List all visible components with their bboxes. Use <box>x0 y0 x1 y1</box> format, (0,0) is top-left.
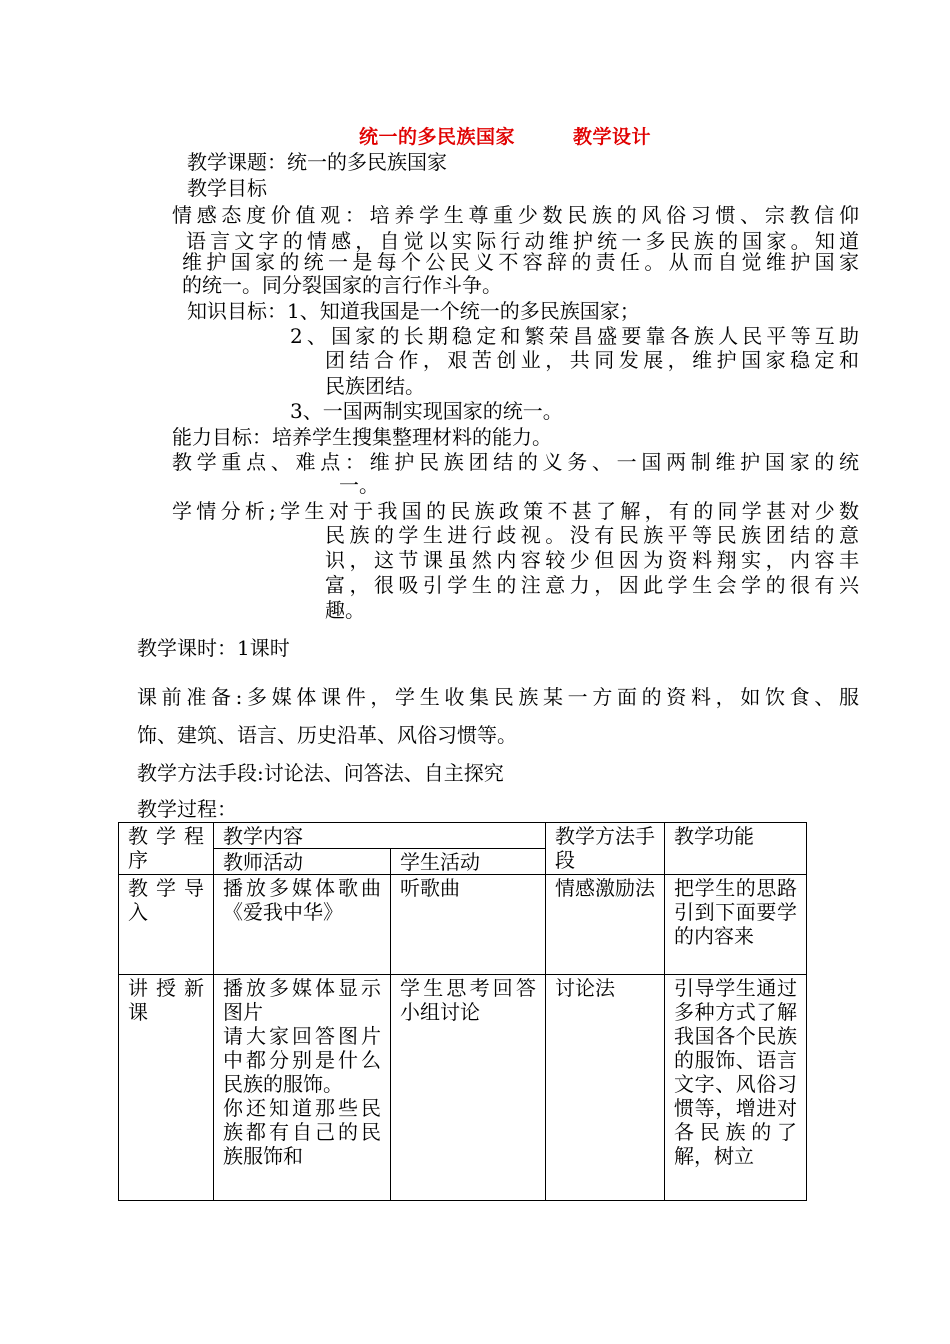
emotion-goal-line-4: 的统一。同分裂国家的言行作斗争。 <box>182 273 502 297</box>
title-main: 统一的多民族国家 <box>359 126 516 148</box>
header-teacher: 教师活动 <box>214 849 391 875</box>
knowledge-goal-line-5: 3、一国两制实现国家的统一。 <box>290 399 563 423</box>
cell-teacher: 播放多媒体显示图片 请大家回答图片中都分别是什么民族的服饰。 你还知道那些民族都有自己的民族服饰和 <box>214 975 391 1201</box>
preparation-line-2: 饰、建筑、语言、历史沿革、风俗习惯等。 <box>137 723 517 747</box>
cell-method: 讨论法 <box>546 975 665 1201</box>
analysis-line-5: 趣。 <box>325 598 365 622</box>
analysis-line-3: 识，这节课虽然内容较少但因为资料翔实，内容丰 <box>325 548 859 572</box>
knowledge-goal-line-4: 民族团结。 <box>325 374 425 398</box>
knowledge-goal-line-1: 知识目标：1、知道我国是一个统一的多民族国家； <box>187 299 640 323</box>
preparation-line-1: 课前准备:多媒体课件，学生收集民族某一方面的资料，如饮食、服 <box>137 685 859 709</box>
cell-student: 听歌曲 <box>391 875 546 975</box>
analysis-line-1: 学情分析;学生对于我国的民族政策不甚了解，有的同学甚对少数 <box>172 499 859 523</box>
goals-heading: 教学目标 <box>187 176 267 200</box>
header-function: 教学功能 <box>665 823 807 875</box>
cell-student: 学生思考回答小组讨论 <box>391 975 546 1201</box>
cell-function: 把学生的思路引到下面要学的内容来 <box>665 875 807 975</box>
knowledge-goal-line-2: 2、国家的长期稳定和繁荣昌盛要靠各族人民平等互助 <box>290 324 859 348</box>
cell-stage: 讲授新课 <box>119 975 214 1201</box>
key-points-line-1: 教学重点、难点：维护民族团结的义务、一国两制维护国家的统 <box>172 450 859 474</box>
emotion-goal-line-2: 语言文字的情感，自觉以实际行动维护统一多民族的国家。知道 <box>186 229 859 253</box>
analysis-line-2: 民族的学生进行歧视。没有民族平等民族团结的意 <box>325 523 859 547</box>
teaching-methods: 教学方法手段:讨论法、问答法、自主探究 <box>137 761 504 785</box>
process-heading: 教学过程： <box>137 797 237 821</box>
cell-method: 情感激励法 <box>546 875 665 975</box>
header-stage: 教学程序 <box>119 823 214 875</box>
cell-teacher: 播放多媒体歌曲《爱我中华》 <box>214 875 391 975</box>
header-content: 教学内容 <box>214 823 546 849</box>
header-student: 学生活动 <box>391 849 546 875</box>
header-method: 教学方法手段 <box>546 823 665 875</box>
process-table <box>118 822 807 1201</box>
knowledge-goal-line-3: 团结合作，艰苦创业，共同发展，维护国家稳定和 <box>325 348 859 372</box>
table-row <box>119 875 807 975</box>
cell-function: 引导学生通过多种方式了解我国各个民族的服饰、语言文字、风俗习惯等，增进对各民族的了解，树立 <box>665 975 807 1201</box>
analysis-line-4: 富，很吸引学生的注意力，因此学生会学的很有兴 <box>325 573 859 597</box>
cell-stage: 教学导入 <box>119 875 214 975</box>
table-row <box>119 975 807 1201</box>
table-header-row <box>119 823 807 849</box>
class-hours: 教学课时：1课时 <box>137 636 290 660</box>
emotion-goal-line-1: 情感态度价值观：培养学生尊重少数民族的风俗习惯、宗教信仰 <box>172 203 859 227</box>
title-sub: 教学设计 <box>573 126 652 148</box>
document-title <box>359 125 651 149</box>
emotion-goal-line-3: 维护国家的统一是每个公民义不容辞的责任。从而自觉维护国家 <box>182 250 859 274</box>
topic-line: 教学课题：统一的多民族国家 <box>187 150 447 174</box>
ability-goal: 能力目标：培养学生搜集整理材料的能力。 <box>172 425 552 449</box>
key-points-line-2: 一。 <box>339 473 379 497</box>
